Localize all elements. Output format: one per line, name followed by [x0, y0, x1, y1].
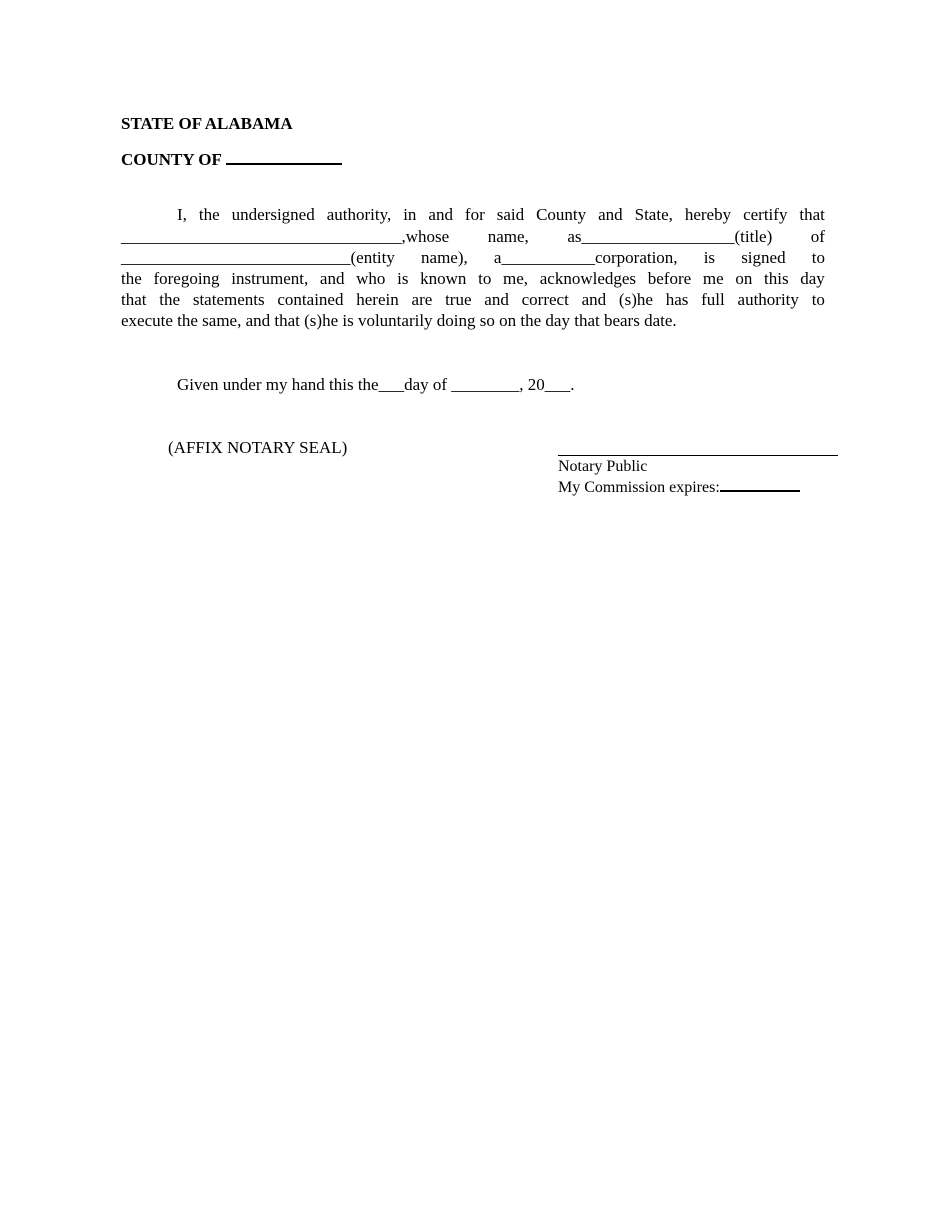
paragraph-word: correct	[521, 290, 569, 309]
county-heading	[121, 148, 342, 170]
paragraph-word: before	[647, 269, 692, 288]
paragraph-word: and	[319, 269, 345, 288]
paragraph-word: me,	[503, 269, 529, 288]
paragraph-word: and	[581, 290, 607, 309]
affix-seal-label: (AFFIX NOTARY SEAL)	[168, 438, 348, 457]
paragraph-word: ___________________________(entity	[121, 248, 395, 267]
certification-paragraph-line-3	[121, 247, 825, 268]
given-under-hand-line: Given under my hand this the___day of ________, 20___.	[177, 375, 575, 394]
paragraph-word: name),	[421, 248, 468, 267]
certification-paragraph-line-5	[121, 289, 825, 310]
county-blank-line	[226, 148, 342, 165]
certification-paragraph-line-6: execute the same, and that (s)he is voluntarily doing so on the day that bears date.	[121, 311, 677, 330]
commission-expiry-blank	[720, 476, 800, 492]
paragraph-word: instrument,	[231, 269, 309, 288]
paragraph-word: to	[811, 248, 825, 267]
paragraph-word: hereby	[684, 205, 732, 224]
paragraph-word: (s)he	[618, 290, 653, 309]
paragraph-word: to	[478, 269, 492, 288]
paragraph-word: that	[121, 290, 147, 309]
paragraph-word: State,	[634, 205, 673, 224]
paragraph-word: in	[403, 205, 417, 224]
state-heading-text: STATE OF ALABAMA	[121, 114, 293, 133]
paragraph-word: County	[536, 205, 587, 224]
paragraph-word: the	[121, 269, 142, 288]
paragraph-word: are	[411, 290, 433, 309]
paragraph-word: this	[764, 269, 789, 288]
paragraph-word: that	[799, 205, 825, 224]
paragraph-word: of	[810, 227, 825, 246]
paragraph-word: said	[496, 205, 525, 224]
paragraph-word: on	[735, 269, 753, 288]
paragraph-word: for	[464, 205, 485, 224]
paragraph-word: full	[701, 290, 725, 309]
paragraph-word: as__________________(title)	[567, 227, 773, 246]
paragraph-word: statements	[192, 290, 265, 309]
paragraph-word: and	[598, 205, 623, 224]
paragraph-word: is	[397, 269, 409, 288]
notary-signature-line	[558, 455, 838, 456]
paragraph-word: authority	[737, 290, 799, 309]
certification-paragraph-line-1	[177, 204, 825, 225]
paragraph-word: contained	[277, 290, 344, 309]
state-heading	[121, 114, 293, 134]
notary-public-label: Notary Public	[558, 458, 648, 475]
commission-expires-label: My Commission expires:	[558, 479, 720, 496]
paragraph-word: who	[356, 269, 386, 288]
paragraph-word: is	[703, 248, 716, 267]
paragraph-word: signed	[741, 248, 786, 267]
certification-paragraph-line-4	[121, 268, 825, 289]
paragraph-word: to	[811, 290, 825, 309]
paragraph-word: has	[665, 290, 689, 309]
paragraph-word: the	[198, 205, 220, 224]
paragraph-word: day	[800, 269, 825, 288]
paragraph-word: name,	[487, 227, 529, 246]
paragraph-word: _________________________________,whose	[121, 227, 450, 246]
paragraph-word: and	[484, 290, 509, 309]
paragraph-word: known	[420, 269, 467, 288]
paragraph-word: foregoing	[153, 269, 220, 288]
paragraph-word: certify	[743, 205, 788, 224]
paragraph-word: the	[159, 290, 181, 309]
paragraph-word: me	[702, 269, 724, 288]
paragraph-word: true	[445, 290, 472, 309]
paragraph-word: undersigned	[231, 205, 315, 224]
paragraph-word: authority,	[326, 205, 392, 224]
paragraph-word: and	[428, 205, 453, 224]
paragraph-word: acknowledges	[539, 269, 637, 288]
county-heading-text: COUNTY OF	[121, 150, 222, 169]
paragraph-word: a___________corporation,	[493, 248, 678, 267]
certification-paragraph-line-2	[121, 226, 825, 247]
paragraph-word: herein	[356, 290, 399, 309]
commission-expires-line	[558, 476, 800, 498]
paragraph-word: I,	[177, 205, 187, 224]
